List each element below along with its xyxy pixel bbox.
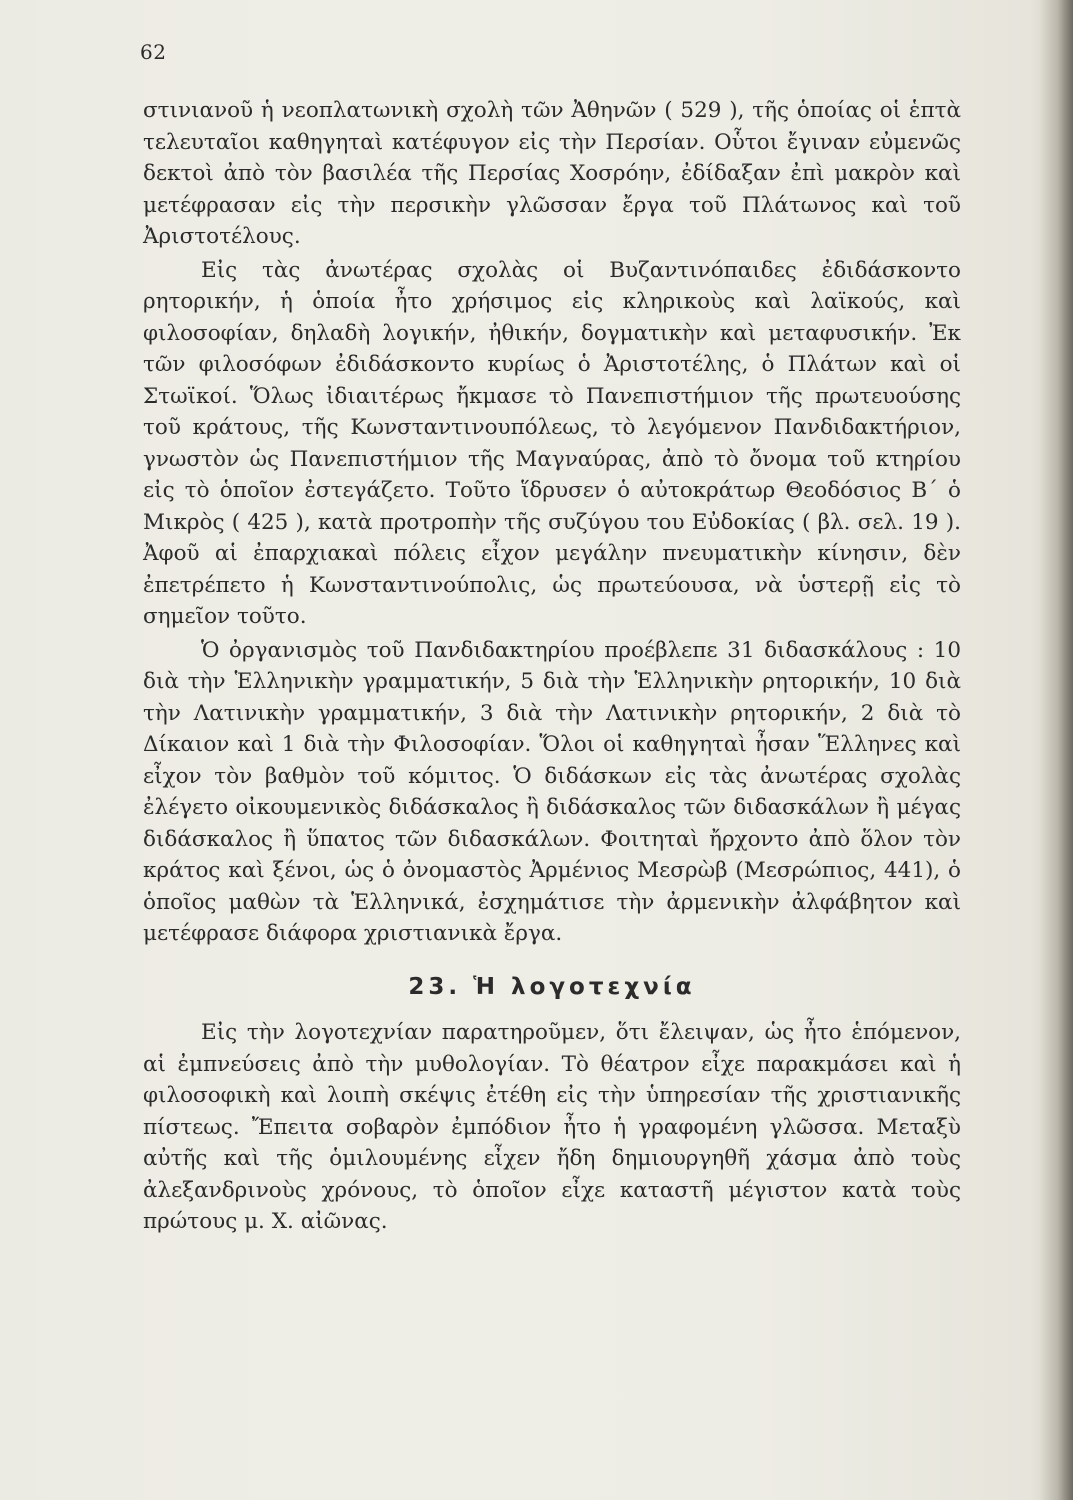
section-heading: 23. Ἡ λογοτεχνία [408,973,696,1000]
section-paragraph: Εἰς τὴν λογοτεχνίαν παρατηροῦμεν, ὅτι ἔλειψαν, ὡς ἦτο ἑπόμενον, αἱ ἐμπνεύσεις ἀπὸ τὴν μυθολογίαν. Τὸ θέατρον εἶχε παρακμάσει καὶ ἡ φιλοσοφικὴ καὶ λοιπὴ σκέψις ἐτέθη εἰς τὴν ὑπηρεσίαν τῆς χριστιανικῆς πίστεως. Ἔπειτα σοβαρὸν ἐμπόδιον ἦτο ἡ γραφομένη γλῶσσα. Μεταξὺ αὐτῆς καὶ τῆς ὁμιλουμένης εἶχεν ἤδη δημιουργηθῆ χάσμα ἀπὸ τοὺς ἀλεξανδρινοὺς χρόνους, τὸ ὁποῖον εἶχε καταστῆ μέγιστον κατὰ τοὺς πρώτους μ. Χ. αἰῶνας. [143,1020,961,1234]
page-number: 62 [140,40,167,64]
body-text [143,95,961,1240]
page-edge-shadow [1039,0,1073,1500]
paragraph-1: στινιανοῦ ἡ νεοπλατωνικὴ σχολὴ τῶν Ἀθηνῶν ( 529 ), τῆς ὁποίας οἱ ἑπτὰ τελευταῖοι καθηγηταὶ κατέφυγον εἰς τὴν Περσίαν. Οὗτοι ἔγιναν εὐμενῶς δεκτοὶ ἀπὸ τὸν βασιλέα τῆς Περσίας Χοσρόην, ἐδίδαξαν ἐπὶ μακρὸν καὶ μετέφρασαν εἰς τὴν περσικὴν γλῶσσαν ἔργα τοῦ Πλάτωνος καὶ τοῦ Ἀριστοτέλους. [143,98,961,249]
paragraph-2: Εἰς τὰς ἀνωτέρας σχολὰς οἱ Βυζαντινόπαιδες ἐδιδάσκοντο ρητορικήν, ἡ ὁποία ἦτο χρήσιμος εἰς κληρικοὺς καὶ λαϊκούς, καὶ φιλοσοφίαν, δηλαδὴ λογικήν, ἠθικήν, δογματικὴν καὶ μεταφυσικήν. Ἐκ τῶν φιλοσόφων ἐδιδάσκοντο κυρίως ὁ Ἀριστοτέλης, ὁ Πλάτων καὶ οἱ Στωϊκοί. Ὅλως ἰδιαιτέρως ἤκμασε τὸ Πανεπιστήμιον τῆς πρωτευούσης τοῦ κράτους, τῆς Κωνσταντινουπόλεως, τὸ λεγόμενον Πανδιδακτήριον, γνωστὸν ὡς Πανεπιστήμιον τῆς Μαγναύρας, ἀπὸ τὸ ὄνομα τοῦ κτηρίου εἰς τὸ ὁποῖον ἐστεγάζετο. Τοῦτο ἵδρυσεν ὁ αὐτοκράτωρ Θεοδόσιος Β΄ ὁ Μικρὸς ( 425 ), κατὰ προτροπὴν τῆς συζύγου του Εὐδοκίας ( βλ. σελ. 19 ). Ἀφοῦ αἱ ἐπαρχιακαὶ πόλεις εἶχον μεγάλην πνευματικὴν κίνησιν, δὲν ἐπετρέπετο ἡ Κωνσταντινούπολις, ὡς πρωτεύουσα, νὰ ὑστερῇ εἰς τὸ σημεῖον τοῦτο. [143,257,961,629]
paragraph-3: Ὁ ὀργανισμὸς τοῦ Πανδιδακτηρίου προέβλεπε 31 διδασκάλους : 10 διὰ τὴν Ἑλληνικὴν γραμματικήν, 5 διὰ τὴν Ἑλληνικὴν ρητορικήν, 10 διὰ τὴν Λατινικὴν γραμματικήν, 3 διὰ τὴν Λατινικὴν ρητορικήν, 2 διὰ τὸ Δίκαιον καὶ 1 διὰ τὴν Φιλοσοφίαν. Ὅλοι οἱ καθηγηταὶ ἦσαν Ἕλληνες καὶ εἶχον τὸν βαθμὸν τοῦ κόμιτος. Ὁ διδάσκων εἰς τὰς ἀνωτέρας σχολὰς ἐλέγετο οἰκουμενικὸς διδάσκαλος ἢ διδάσκαλος τῶν διδασκάλων ἢ μέγας διδάσκαλος ἢ ὕπατος τῶν διδασκάλων. Φοιτηταὶ ἤρχοντο ἀπὸ ὅλον τὸν κράτος καὶ ξένοι, ὡς ὁ ὀνομαστὸς Ἀρμένιος Μεσρὼβ (Μεσρώπιος, 441), ὁ ὁποῖος μαθὼν τὰ Ἑλληνικά, ἐσχημάτισε τὴν ἀρμενικὴν ἀλφάβητον καὶ μετέφρασε διάφορα χριστιανικὰ ἔργα. [143,637,961,946]
